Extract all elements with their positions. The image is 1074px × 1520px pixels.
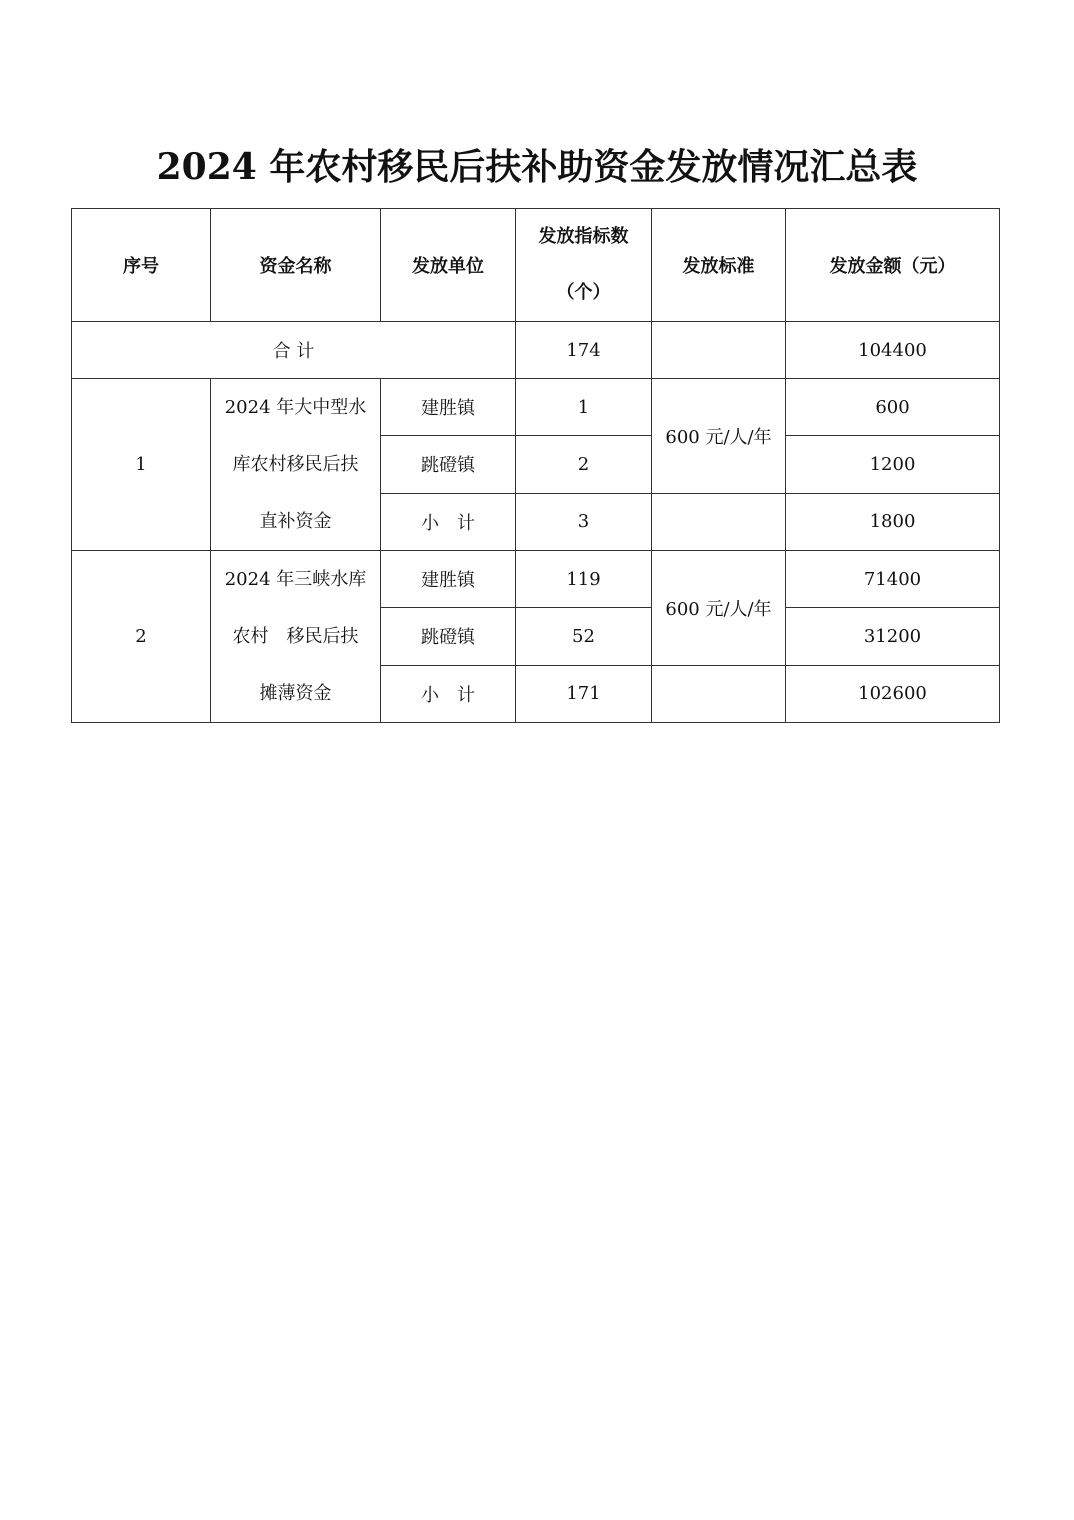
header-count-line2: （个） xyxy=(556,282,611,303)
fund-name-line: 直补资金 xyxy=(259,511,332,532)
group-index: 2 xyxy=(72,551,211,723)
total-standard xyxy=(652,322,786,379)
row-standard-empty xyxy=(652,665,786,722)
header-index: 序号 xyxy=(72,209,211,322)
total-row xyxy=(72,322,1000,379)
header-count xyxy=(516,209,652,322)
total-label: 合 计 xyxy=(72,322,516,379)
page-title: 2024 年农村移民后扶补助资金发放情况汇总表 xyxy=(156,146,918,188)
group-standard: 600 元/人/年 xyxy=(652,379,786,494)
table-row xyxy=(72,551,1000,608)
row-count: 171 xyxy=(516,665,652,722)
row-count: 1 xyxy=(516,379,652,436)
summary-table xyxy=(71,208,1000,723)
row-amount: 31200 xyxy=(786,608,1000,665)
row-unit: 跳磴镇 xyxy=(381,608,516,665)
row-count: 3 xyxy=(516,493,652,550)
total-amount: 104400 xyxy=(786,322,1000,379)
table-row xyxy=(72,379,1000,436)
fund-name-line: 库农村移民后扶 xyxy=(232,454,359,475)
row-unit: 建胜镇 xyxy=(381,551,516,608)
row-count: 119 xyxy=(516,551,652,608)
row-amount: 102600 xyxy=(786,665,1000,722)
row-unit: 小 计 xyxy=(381,665,516,722)
table-header-row xyxy=(72,209,1000,322)
header-fund-name: 资金名称 xyxy=(211,209,381,322)
row-standard-empty xyxy=(652,493,786,550)
row-unit: 小 计 xyxy=(381,493,516,550)
fund-name-line: 2024 年大中型水 xyxy=(224,397,367,418)
fund-name-line: 农村 移民后扶 xyxy=(232,626,359,647)
row-amount: 600 xyxy=(786,379,1000,436)
header-amount: 发放金额（元） xyxy=(786,209,1000,322)
row-unit: 建胜镇 xyxy=(381,379,516,436)
fund-name-line: 2024 年三峡水库 xyxy=(224,569,367,590)
group-standard: 600 元/人/年 xyxy=(652,551,786,666)
header-unit: 发放单位 xyxy=(381,209,516,322)
group-fund-name xyxy=(211,379,381,551)
group-index: 1 xyxy=(72,379,211,551)
group-fund-name xyxy=(211,551,381,723)
row-amount: 1800 xyxy=(786,493,1000,550)
header-count-line1: 发放指标数 xyxy=(538,226,629,247)
total-count: 174 xyxy=(516,322,652,379)
header-standard: 发放标准 xyxy=(652,209,786,322)
row-amount: 71400 xyxy=(786,551,1000,608)
row-amount: 1200 xyxy=(786,436,1000,493)
row-count: 52 xyxy=(516,608,652,665)
fund-name-line: 摊薄资金 xyxy=(259,683,332,704)
row-unit: 跳磴镇 xyxy=(381,436,516,493)
row-count: 2 xyxy=(516,436,652,493)
